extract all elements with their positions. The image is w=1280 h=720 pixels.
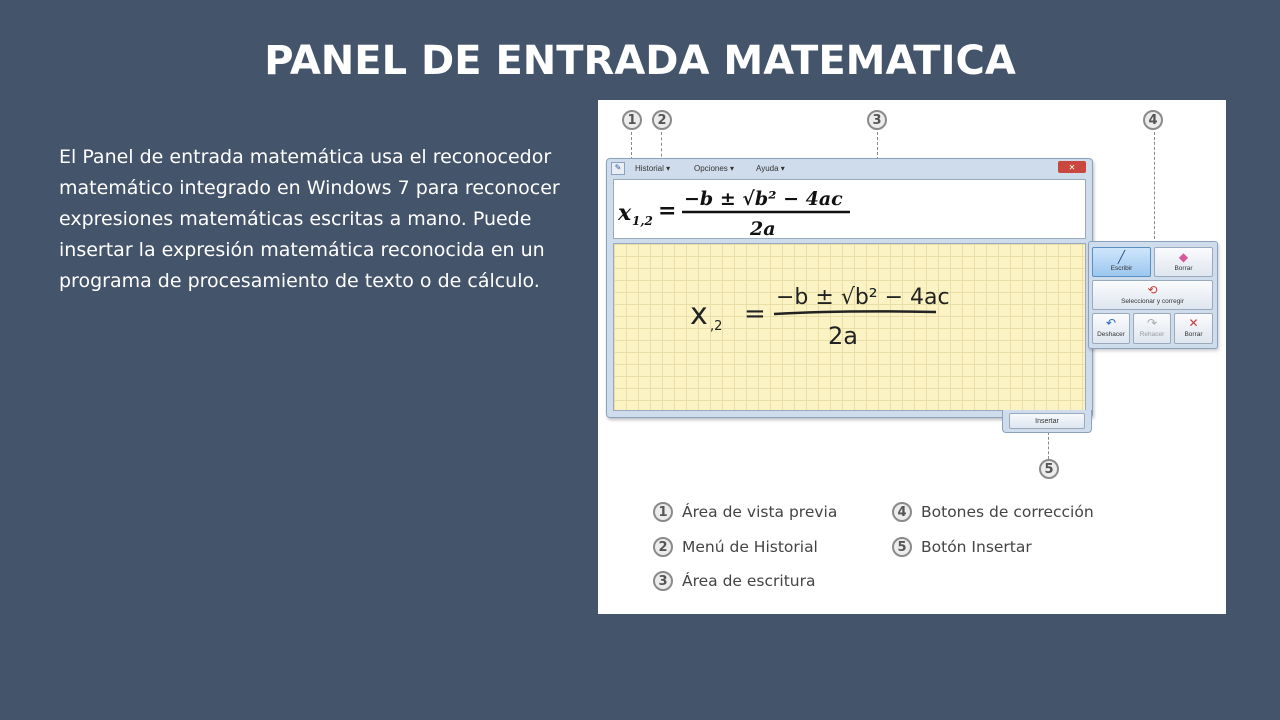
correction-buttons-panel [1088,241,1218,349]
clear-x-icon: ✕ [1188,316,1199,330]
preview-formula-lhs: x [618,200,632,226]
callout-3: 3 [867,110,887,130]
legend-item-1 [653,502,837,522]
clear-button[interactable] [1174,313,1213,344]
redo-button-label: Rehacer [1139,331,1165,338]
handwritten-formula-numerator: −b ± √b² − 4ac [776,285,950,310]
handwritten-formula-denominator: 2a [828,322,858,350]
legend-item-4 [892,502,1094,522]
select-correct-button-label: Seleccionar y corregir [1121,298,1184,305]
callout-1: 1 [622,110,642,130]
writing-area[interactable] [613,243,1086,411]
write-button[interactable] [1092,247,1151,277]
menu-opciones[interactable]: Opciones ▾ [694,164,735,173]
slide-body-text: El Panel de entrada matemática usa el reconocedor matemático integrado en Windows 7 para reconocer expresiones matemáticas escritas a mano. Puede insertar la expresión matemática reconocida en un programa de procesamiento de texto o de cálculo. [59,146,560,292]
callout-4: 4 [1143,110,1163,130]
handwritten-formula-subscript: ,2 [710,319,723,334]
math-input-panel-figure [598,100,1226,614]
slide-title: PANEL DE ENTRADA MATEMATICA [264,38,1016,84]
legend-label-4: Botones de corrección [921,503,1094,521]
undo-button-label: Deshacer [1097,331,1125,338]
legend-item-2 [653,537,818,557]
insert-button[interactable]: Insertar [1009,413,1085,429]
preview-formula [614,180,1085,238]
legend-label-1: Área de vista previa [682,503,838,521]
callout-5: 5 [1039,459,1059,479]
clear-button-label: Borrar [1184,331,1203,338]
lasso-icon: ⟲ [1147,283,1158,297]
legend-callout-2: 2 [653,537,673,557]
menu-bar [607,159,1092,177]
undo-icon: ↶ [1105,316,1117,330]
math-input-panel-window [606,158,1093,418]
preview-formula-equals: = [658,198,677,224]
legend-item-5 [892,537,1032,557]
callout-2: 2 [652,110,672,130]
pen-icon: ╱ [1117,250,1126,264]
write-button-label: Escribir [1110,265,1133,272]
menu-historial[interactable]: Historial ▾ [635,164,671,173]
close-button[interactable] [1058,161,1086,173]
insert-tab [1002,410,1092,433]
handwritten-formula [614,244,1085,410]
legend-callout-1: 1 [653,502,673,522]
callout-line-4 [1154,132,1156,244]
erase-tool-button[interactable] [1154,247,1213,277]
erase-tool-button-label: Borrar [1174,265,1193,272]
preview-formula-numerator: −b ± √b² − 4ac [684,188,843,210]
handwritten-formula-lhs: x [690,297,708,332]
close-icon: ✕ [1068,162,1076,172]
handwritten-formula-equals: = [744,299,766,329]
legend-callout-3: 3 [653,571,673,591]
app-pen-icon: ✎ [611,162,625,175]
legend-label-2: Menú de Historial [682,538,818,556]
menu-ayuda[interactable]: Ayuda ▾ [756,164,785,173]
redo-button[interactable] [1133,313,1171,344]
legend-item-3 [653,571,815,591]
legend-callout-4: 4 [892,502,912,522]
select-correct-button[interactable] [1092,280,1213,310]
legend-label-3: Área de escritura [682,572,816,590]
eraser-icon: ◆ [1178,250,1189,264]
legend-label-5: Botón Insertar [921,538,1032,556]
preview-formula-denominator: 2a [750,218,776,238]
undo-button[interactable] [1092,313,1130,344]
preview-area [613,179,1086,239]
callout-line-5 [1048,432,1050,459]
preview-formula-subscript: 1,2 [632,214,653,228]
redo-icon: ↷ [1146,316,1158,330]
legend-callout-5: 5 [892,537,912,557]
